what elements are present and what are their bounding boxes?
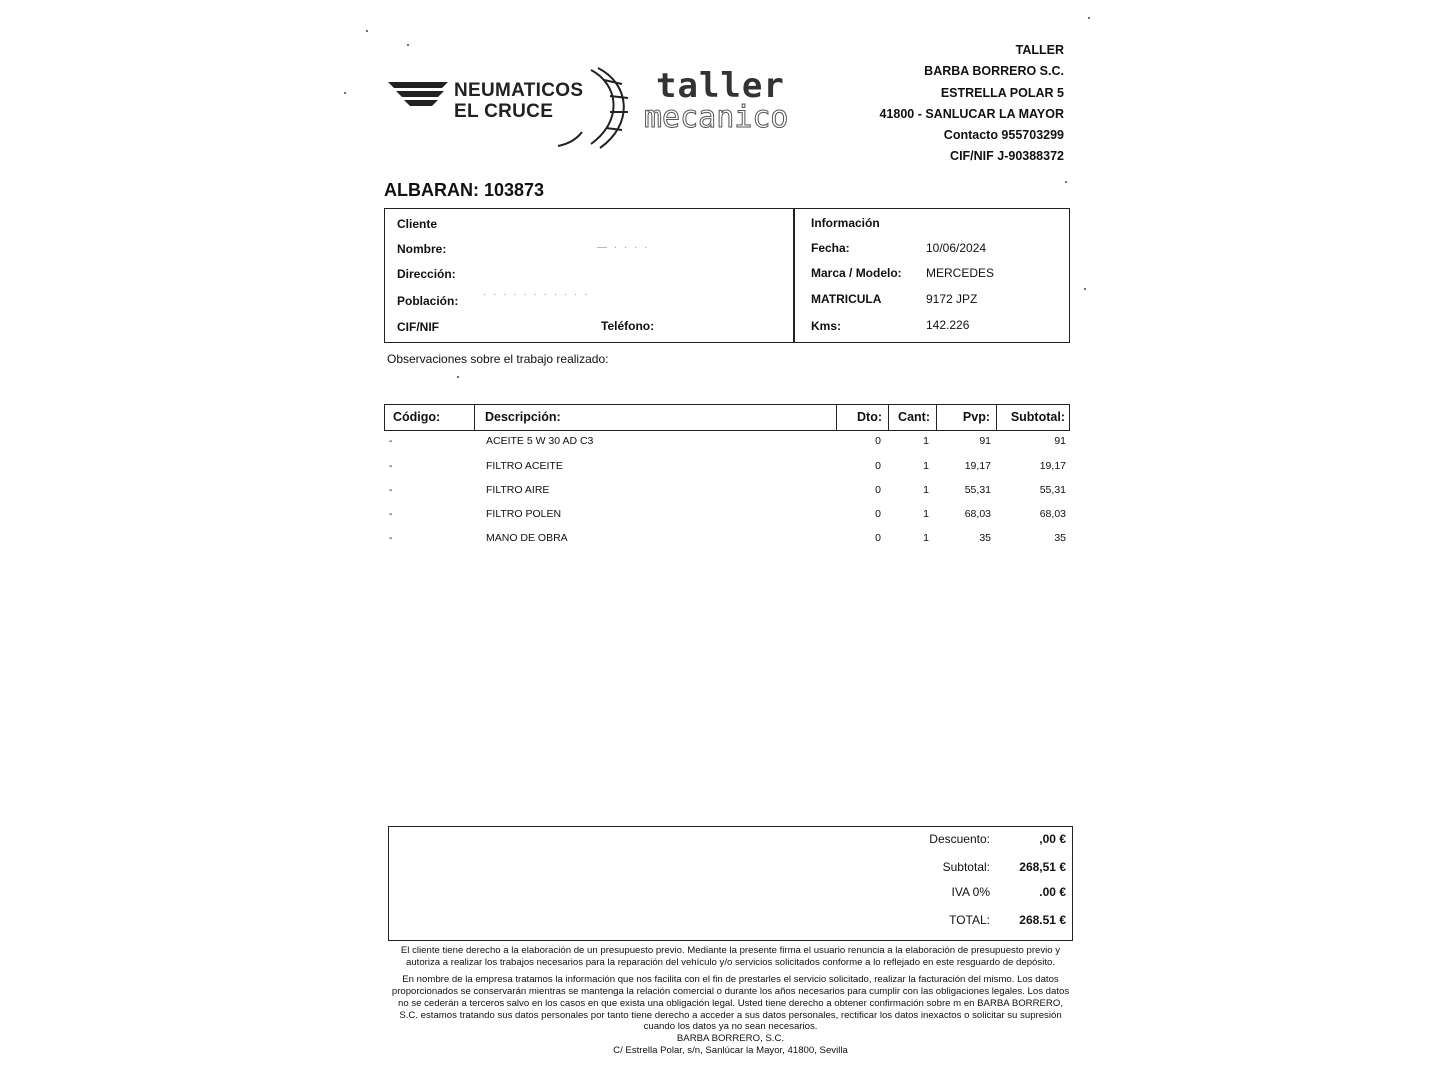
items-table-header [384, 404, 1070, 431]
company-line: 41800 - SANLUCAR LA MAYOR [879, 106, 1064, 121]
cell-codigo: - [389, 508, 393, 520]
kms-label: Kms: [811, 319, 842, 333]
marca-label: Marca / Modelo: [811, 266, 902, 280]
albaran-number: ALBARAN: 103873 [384, 180, 545, 200]
col-codigo: Código: [385, 405, 475, 430]
scan-speck [407, 44, 409, 46]
table-row [384, 484, 1070, 508]
cell-descripcion: MANO DE OBRA [486, 532, 568, 544]
company-info [879, 40, 1064, 168]
cell-pvp: 91 [979, 435, 991, 447]
cell-subtotal: 19,17 [1039, 460, 1066, 472]
cell-descripcion: FILTRO AIRE [486, 484, 550, 496]
cell-codigo: - [389, 460, 393, 472]
cell-pvp: 35 [979, 532, 991, 544]
legal-address: C/ Estrella Polar, s/n, Sanlúcar la Mayor, 41800, Sevilla [613, 1045, 848, 1057]
table-row [384, 508, 1070, 532]
nombre-value: — · · · · [597, 242, 650, 253]
subtotal-value: 268,51 € [1019, 860, 1066, 874]
taller-word: taller [656, 66, 785, 106]
direccion-label: Dirección: [397, 267, 456, 281]
taller-mecanico-logo [644, 66, 794, 146]
cell-codigo: - [389, 435, 393, 447]
cell-subtotal: 55,31 [1039, 484, 1066, 496]
iva-label: IVA 0% [951, 885, 990, 899]
cell-subtotal: 91 [1054, 435, 1066, 447]
scan-speck [1065, 181, 1067, 183]
company-line: ESTRELLA POLAR 5 [940, 85, 1064, 100]
cell-subtotal: 68,03 [1039, 508, 1066, 520]
cell-descripcion: FILTRO ACEITE [486, 460, 563, 472]
poblacion-label: Población: [397, 294, 459, 308]
col-subtotal: Subtotal: [1010, 410, 1065, 424]
legal-paragraph-2: En nombre de la empresa tratamos la información que nos facilita con el fin de prestarles el servicio solicitado, realizar la facturación del mismo. Los datos proporcionados se conservarán mientras se mantenga la relación comercial o durante los años necesarios para cumplir con las obligaciones legales. Los datos no se cederán a terceros salvo en los casos en que exista una obligación legal. Usted tiene derecho a obtener confirmación sobre m en BARBA BORRERO, S.C. estamos tratando sus datos personales por tanto tiene derecho a acceder a sus datos personales, rectificar los datos inexactos o solicitar su supresión cuando los datos ya no sean necesarios. [391, 973, 1070, 1033]
kms-value: 142.226 [926, 318, 970, 332]
col-dto: Dto: [837, 405, 889, 430]
cell-dto: 0 [875, 508, 881, 520]
cell-cant: 1 [923, 484, 929, 496]
scan-speck [457, 376, 459, 378]
legal-paragraph-1: El cliente tiene derecho a la elaboración de un presupuesto previo. Mediante la presente firma el usuario renuncia a la elaboración de presupuesto previo y autoriza a realizar los trabajos necesarios para la reparación del vehículo y/o servicios solicitados conforme a lo reflejado en este resguardo de depósito. [400, 945, 1061, 968]
mecanico-word: mecanico [644, 100, 789, 135]
observaciones-label: Observaciones sobre el trabajo realizado: [387, 352, 609, 366]
total-label: TOTAL: [949, 913, 990, 927]
cell-pvp: 19,17 [964, 460, 991, 472]
descuento-value: ,00 € [1039, 832, 1066, 846]
box-divider [793, 209, 795, 342]
cell-pvp: 68,03 [964, 508, 991, 520]
cif-label: CIF/NIF [397, 320, 439, 334]
scan-speck [1084, 288, 1086, 290]
col-cant: Cant: [889, 405, 937, 430]
matricula-label: MATRICULA [811, 292, 882, 306]
company-line: BARBA BORRERO S.C. [924, 64, 1064, 79]
legal-notice [388, 945, 1073, 1057]
fecha-value: 10/06/2024 [926, 241, 987, 255]
col-pvp: Pvp: [937, 405, 997, 430]
cell-dto: 0 [875, 435, 881, 447]
cell-cant: 1 [923, 508, 929, 520]
marca-value: MERCEDES [926, 266, 995, 280]
cell-dto: 0 [875, 532, 881, 544]
table-row [384, 435, 1070, 459]
subtotal-label: Subtotal: [942, 860, 990, 874]
cell-dto: 0 [875, 460, 881, 472]
cell-codigo: - [389, 484, 393, 496]
fecha-label: Fecha: [811, 241, 850, 255]
col-descripcion: Descripción: [475, 405, 837, 430]
total-value: 268.51 € [1019, 913, 1066, 927]
table-row [384, 460, 1070, 484]
table-row [384, 532, 1070, 556]
cell-descripcion: FILTRO POLEN [486, 508, 562, 520]
descuento-label: Descuento: [929, 832, 990, 846]
neumaticos-el-cruce-logo [386, 62, 636, 152]
nombre-label: Nombre: [397, 242, 447, 256]
company-line: TALLER [1015, 43, 1064, 57]
cell-descripcion: ACEITE 5 W 30 AD C3 [486, 435, 594, 447]
brand-line2: EL CRUCE [454, 101, 554, 122]
header-underline [474, 430, 836, 431]
cell-dto: 0 [875, 484, 881, 496]
scan-speck [344, 92, 346, 94]
cell-pvp: 55,31 [964, 484, 991, 496]
legal-company: BARBA BORRERO, S.C. [676, 1033, 785, 1045]
client-heading: Cliente [397, 217, 438, 231]
matricula-value: 9172 JPZ [926, 292, 978, 306]
cell-cant: 1 [923, 435, 929, 447]
scan-speck [1088, 17, 1090, 19]
info-heading: Información [811, 216, 880, 230]
brand-line1: NEUMATICOS [454, 80, 584, 101]
cell-cant: 1 [923, 532, 929, 544]
company-line: CIF/NIF J-90388372 [950, 149, 1064, 164]
totals-box [388, 826, 1073, 941]
cell-subtotal: 35 [1054, 532, 1066, 544]
cell-cant: 1 [923, 460, 929, 472]
telefono-label: Teléfono: [601, 319, 655, 333]
iva-value: .00 € [1039, 885, 1066, 899]
cell-codigo: - [389, 532, 393, 544]
company-line: Contacto 955703299 [943, 128, 1064, 143]
scan-speck [366, 30, 368, 32]
poblacion-value: · · · · · · · · · · · [483, 289, 590, 300]
client-info-box [384, 208, 1070, 343]
